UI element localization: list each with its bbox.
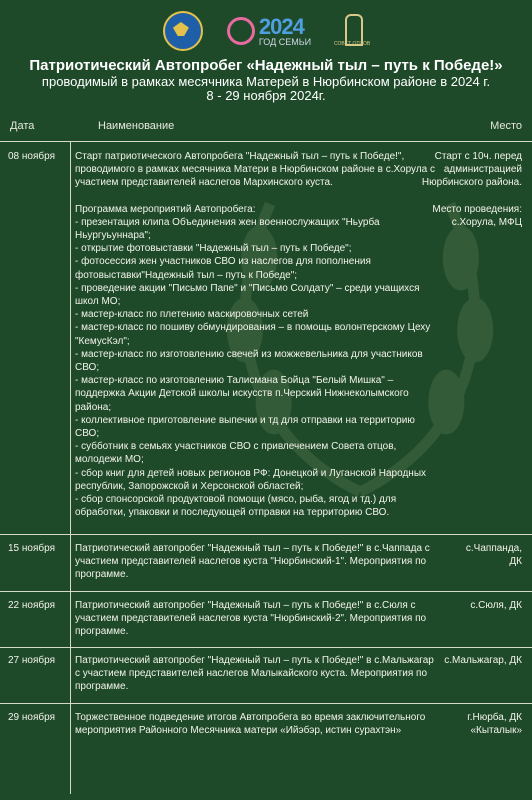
row-place: с.Мальжагар, ДК: [444, 655, 522, 666]
list-item: - открытие фотовыставки "Надежный тыл – путь к Победе";: [75, 243, 352, 255]
table-header: [0, 120, 532, 142]
column-header-place: Место: [490, 120, 522, 132]
year-of-family-logo: [227, 13, 312, 47]
row-description: [75, 150, 435, 519]
header-divider: [0, 141, 532, 142]
council-caption: СОВЕТ ОТЦОВ: [333, 41, 371, 47]
program-title: Программа мероприятий Автопробега:: [75, 203, 256, 215]
row-place: с.Сюля, ДК: [470, 600, 522, 611]
list-item: - мастер-класс по изготовлению Талисмана Бойца "Белый Мишка" – поддержка Акции Детской школы искусств п.Черский Нижнеколымского района;: [75, 375, 409, 413]
heart-icon: [227, 17, 255, 45]
row-description: Патриотический автопробег "Надежный тыл – путь к Победе!" в с.Сюля с участием представителей наслегов куста "Нюрбинский-2". Мероприятия по программе.: [75, 600, 427, 638]
title-line-3: 8 - 29 ноября 2024г.: [206, 88, 326, 104]
row-divider: [0, 534, 532, 535]
row-date: 22 ноября: [8, 600, 55, 611]
logo-bar: [0, 8, 532, 54]
column-header-date: Дата: [10, 120, 35, 132]
row-description: Патриотический автопробег "Надежный тыл – путь к Победе!" в с.Чаппада с участием представителей наслегов куста "Нюрбинский-1". Мероприятия по программе.: [75, 543, 430, 581]
logo-year: 2024: [258, 13, 304, 39]
list-item: - субботник в семьях участников СВО с привлечением Совета отцов, молодежи МО;: [75, 441, 397, 466]
row-divider: [0, 703, 532, 704]
column-divider-left: [70, 142, 71, 794]
page-title: [0, 58, 532, 104]
row-divider: [0, 591, 532, 592]
list-item: - мастер-класс по пошиву обмундирования – в помощь волонтерскому Цеху "КемусКэл";: [75, 322, 431, 347]
row-place-start: Старт с 10ч. перед администрацией Нюрбинского района.: [421, 151, 522, 189]
row-date: 29 ноября: [8, 712, 55, 723]
row-place: с.Чаппанда, ДК: [465, 543, 522, 568]
list-item: - сбор спонсорской продуктовой помощи (мясо, рыба, ягод и тд.) для обработки, упаковки и последующей отправки на территорию СВО.: [75, 494, 397, 519]
logo-caption: ГОД СЕМЬИ: [258, 36, 312, 47]
row-date: 08 ноября: [8, 151, 55, 162]
council-emblem-icon: [335, 10, 369, 52]
row-date: 15 ноября: [8, 543, 55, 554]
emblem-icon: [163, 11, 203, 51]
title-line-2: проводимый в рамках месячника Матерей в Нюрбинском районе в 2024 г.: [41, 73, 491, 89]
row-description: Торжественное подведение итогов Автопробега во время заключительного мероприятия Районного Месячника матери «Ийэбэр, истин сурахтэн»: [75, 712, 426, 737]
list-item: - фотосессия жен участников СВО из наслегов для пополнения фотовыставки"Надежный тыл – путь к Победе";: [75, 256, 371, 281]
list-item: - коллективное приготовление выпечки и тд для отправки на территорию СВО;: [75, 414, 415, 440]
row-divider: [0, 647, 532, 648]
row-place: [412, 150, 522, 229]
list-item: - проведение акции "Письмо Папе" и "Письмо Солдату" – среди учащихся школ МО;: [75, 282, 420, 308]
row-description: Патриотический автопробег "Надежный тыл – путь к Победе!" в с.Мальжагар с участием представителей наслегов Малыкайского куста. Мероприятия по программе.: [75, 655, 434, 693]
list-item: - презентация клипа Объединения жен военнослужащих "Ньурба Ньургуьуннара";: [75, 216, 380, 242]
row-place: г.Нюрба, ДК «Кыталык»: [467, 712, 522, 737]
column-header-name: Наименование: [98, 120, 175, 132]
row-date: 27 ноября: [8, 655, 55, 666]
list-item: - сбор книг для детей новых регионов РФ: Донецкой и Луганской Народных республик, Запорожской и Херсонской областей;: [75, 467, 427, 492]
list-item: - мастер-класс по плетению маскировочных сетей: [75, 309, 309, 321]
row-intro: Старт патриотического Автопробега "Надежный тыл – путь к Победе!", проводимого в рамках месячника Матери в Нюрбинском районе в с.Хорула с участием представителей наслегов Мархинского куста.: [75, 151, 436, 189]
title-line-1: Патриотический Автопробег «Надежный тыл – путь к Победе!»: [29, 57, 503, 74]
row-place-venue: Место проведения: с.Хорула, МФЦ: [432, 203, 522, 228]
list-item: - мастер-класс по изготовлению свечей из можжевельника для участников СВО;: [75, 348, 423, 374]
